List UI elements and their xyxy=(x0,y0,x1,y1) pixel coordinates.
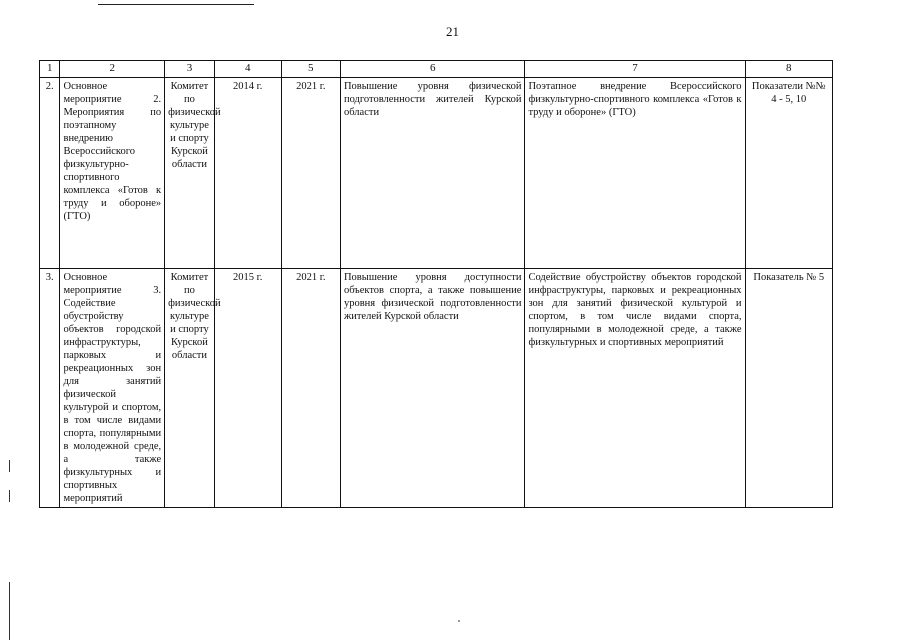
column-header: 8 xyxy=(745,61,832,78)
expected-result: Повышение уровня физической подготовленности жителей Курской области xyxy=(340,78,524,269)
executor: Комитет по физической культуре и спорту Курской области xyxy=(165,78,215,269)
top-rule xyxy=(98,4,254,5)
row-number: 3. xyxy=(40,269,60,508)
column-header: 3 xyxy=(165,61,215,78)
margin-mark xyxy=(9,460,10,472)
column-header: 5 xyxy=(281,61,340,78)
end-year: 2021 г. xyxy=(281,78,340,269)
start-year: 2015 г. xyxy=(214,269,281,508)
column-number-row xyxy=(40,61,833,78)
margin-mark xyxy=(9,490,10,502)
measure-name: Основное мероприятие 2. Мероприятия по поэтапному внедрению Всероссийского физкультурно-спортивного комплекса «Готов к труду и обороне» (ГТО) xyxy=(60,78,165,269)
executor: Комитет по физической культуре и спорту Курской области xyxy=(165,269,215,508)
table-row xyxy=(40,78,833,269)
start-year: 2014 г. xyxy=(214,78,281,269)
indicators: Показатель № 5 xyxy=(745,269,832,508)
program-table xyxy=(39,60,833,508)
column-header: 4 xyxy=(214,61,281,78)
main-directions: Содействие обустройству объектов городской инфраструктуры, парковых и рекреационных зон для занятий физической культурой и спортом, в том числе видами спорта, популярными в молодежной среде, а также физкультурных и спортивных мероприятий xyxy=(525,269,745,508)
column-header: 6 xyxy=(340,61,524,78)
main-directions: Поэтапное внедрение Всероссийского физкультурно-спортивного комплекса «Готов к труду и обороне» (ГТО) xyxy=(525,78,745,269)
measure-name: Основное мероприятие 3. Содействие обустройству объектов городской инфраструктуры, парковых и рекреационных зон для занятий физической культурой и спортом, в том числе видами спорта, популярными в молодежной среде, а также физкультурных и спортивных мероприятий xyxy=(60,269,165,508)
margin-mark xyxy=(9,582,10,640)
column-header: 1 xyxy=(40,61,60,78)
end-year: 2021 г. xyxy=(281,269,340,508)
row-number: 2. xyxy=(40,78,60,269)
table-row xyxy=(40,269,833,508)
page-number: 21 xyxy=(446,24,459,39)
column-header: 2 xyxy=(60,61,165,78)
column-header: 7 xyxy=(525,61,745,78)
indicators: Показатели №№ 4 - 5, 10 xyxy=(745,78,832,269)
expected-result: Повышение уровня доступности объектов спорта, а также повышение уровня физической подготовленности жителей Курской области xyxy=(340,269,524,508)
scan-dot xyxy=(458,620,460,622)
